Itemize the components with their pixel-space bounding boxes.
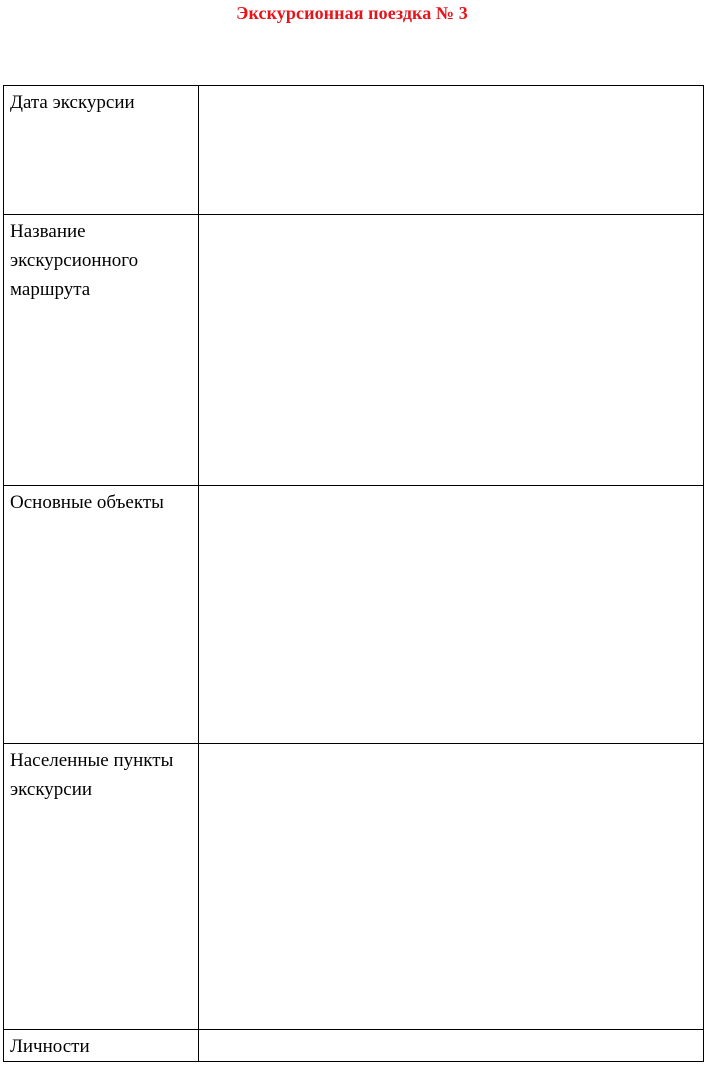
row-value-date[interactable] bbox=[199, 86, 704, 215]
row-label-persons: Личности bbox=[4, 1030, 199, 1062]
row-value-persons[interactable] bbox=[199, 1030, 704, 1062]
row-label-route-name: Название экскурсионного маршрута bbox=[4, 215, 199, 486]
table-row bbox=[4, 215, 704, 486]
row-value-main-objects[interactable] bbox=[199, 486, 704, 744]
table-row bbox=[4, 86, 704, 215]
row-value-route-name[interactable] bbox=[199, 215, 704, 486]
row-label-settlements: Населенные пункты экскурсии bbox=[4, 744, 199, 1030]
excursion-form-table bbox=[3, 85, 704, 1062]
table-row bbox=[4, 744, 704, 1030]
page-title: Экскурсионная поездка № 3 bbox=[236, 3, 468, 23]
table-row bbox=[4, 486, 704, 744]
row-label-date: Дата экскурсии bbox=[4, 86, 199, 215]
row-value-settlements[interactable] bbox=[199, 744, 704, 1030]
table-row bbox=[4, 1030, 704, 1062]
row-label-main-objects: Основные объекты bbox=[4, 486, 199, 744]
